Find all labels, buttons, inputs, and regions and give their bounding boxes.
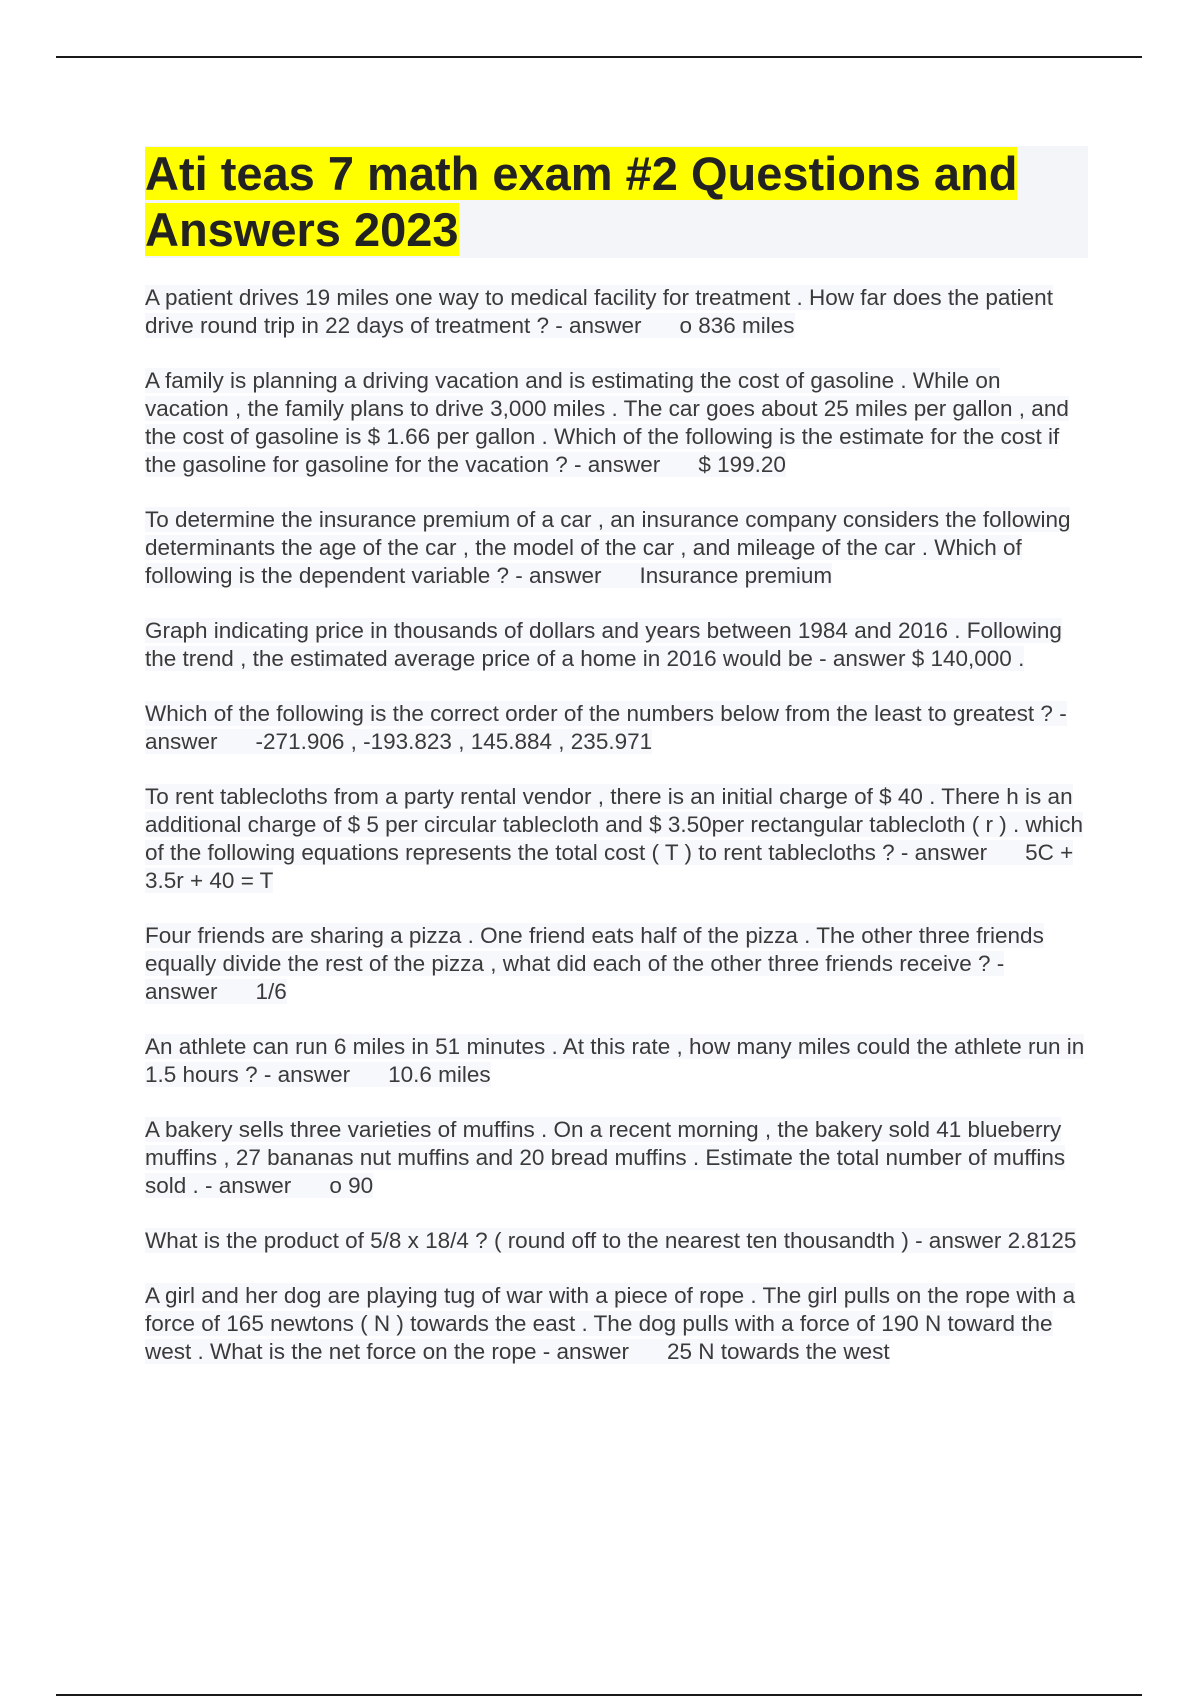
document-title xyxy=(145,146,1088,258)
answer-text: $ 199.20 xyxy=(698,452,786,477)
question-text: A patient drives 19 miles one way to medical facility for treatment . How far does the patient drive round trip in 22 days of treatment ? - answer xyxy=(145,285,1053,338)
qa-item xyxy=(145,1116,1088,1200)
question-text: A bakery sells three varieties of muffins . On a recent morning , the bakery sold 41 blueberry muffins , 27 bananas nut muffins and 20 bread muffins . Estimate the total number of muffins sold . - answer xyxy=(145,1117,1066,1198)
answer-text: 1/6 xyxy=(255,979,287,1004)
question-text: A girl and her dog are playing tug of war with a piece of rope . The girl pulls on the rope with a force of 165 newtons ( N ) towards the east . The dog pulls with a force of 190 N toward the west . What is the net force on the rope - answer xyxy=(145,1283,1076,1364)
qa-item xyxy=(145,367,1088,479)
title-highlight: Ati teas 7 math exam #2 Questions and Answers 2023 xyxy=(145,147,1018,256)
answer-text: 25 N towards the west xyxy=(666,1339,890,1364)
answer-text: 10.6 miles xyxy=(388,1062,491,1087)
qa-item xyxy=(145,1227,1088,1255)
question-text: An athlete can run 6 miles in 51 minutes . At this rate , how many miles could the athlete run in 1.5 hours ? - answer xyxy=(145,1034,1085,1087)
answer-text: Insurance premium xyxy=(639,563,833,588)
answer-text: 5C + 3.5r + 40 = T xyxy=(145,840,1074,893)
question-text: Graph indicating price in thousands of dollars and years between 1984 and 2016 . Following the trend , the estimated average price of a home in 2016 would be - answer xyxy=(145,618,1062,671)
question-text: What is the product of 5/8 x 18/4 ? ( round off to the nearest ten thousandth ) - answer xyxy=(145,1228,1002,1253)
qa-item xyxy=(145,783,1088,895)
title-block xyxy=(145,146,1088,258)
answer-text: 2.8125 xyxy=(1007,1228,1077,1253)
question-text: A family is planning a driving vacation and is estimating the cost of gasoline . While on vacation , the family plans to drive 3,000 miles . The car goes about 25 miles per gallon , and the cost of gasoline is $ 1.66 per gallon . Which of the following is the estimate for the cost if the gasoline for gasoline for the vacation ? - answer xyxy=(145,368,1069,477)
qa-item xyxy=(145,284,1088,340)
bottom-rule xyxy=(56,1694,1142,1696)
question-text: To determine the insurance premium of a car , an insurance company considers the following determinants the age of the car , the model of the car , and mileage of the car . Which of following is the dependent variable ? - answer xyxy=(145,507,1071,588)
document-body xyxy=(145,146,1088,1393)
answer-text: o 836 miles xyxy=(679,313,795,338)
qa-item xyxy=(145,700,1088,756)
qa-item xyxy=(145,922,1088,1006)
question-text: To rent tablecloths from a party rental vendor , there is an initial charge of $ 40 . There h is an additional charge of $ 5 per circular tablecloth and $ 3.50per rectangular tablecloth ( r ) . which of the following equations represents the total cost ( T ) to rent tablecloths ? - answer xyxy=(145,784,1084,865)
question-text: Four friends are sharing a pizza . One friend eats half of the pizza . The other three friends equally divide the rest of the pizza , what did each of the other three friends receive ? - answer xyxy=(145,923,1044,1004)
qa-item xyxy=(145,1033,1088,1089)
qa-item xyxy=(145,506,1088,590)
top-rule xyxy=(56,56,1142,58)
qa-item xyxy=(145,617,1088,673)
answer-text: -271.906 , -193.823 , 145.884 , 235.971 xyxy=(255,729,653,754)
qa-item xyxy=(145,1282,1088,1366)
answer-text: $ 140,000 . xyxy=(911,646,1025,671)
answer-text: o 90 xyxy=(329,1173,374,1198)
question-text: Which of the following is the correct order of the numbers below from the least to greatest ? - answer xyxy=(145,701,1067,754)
